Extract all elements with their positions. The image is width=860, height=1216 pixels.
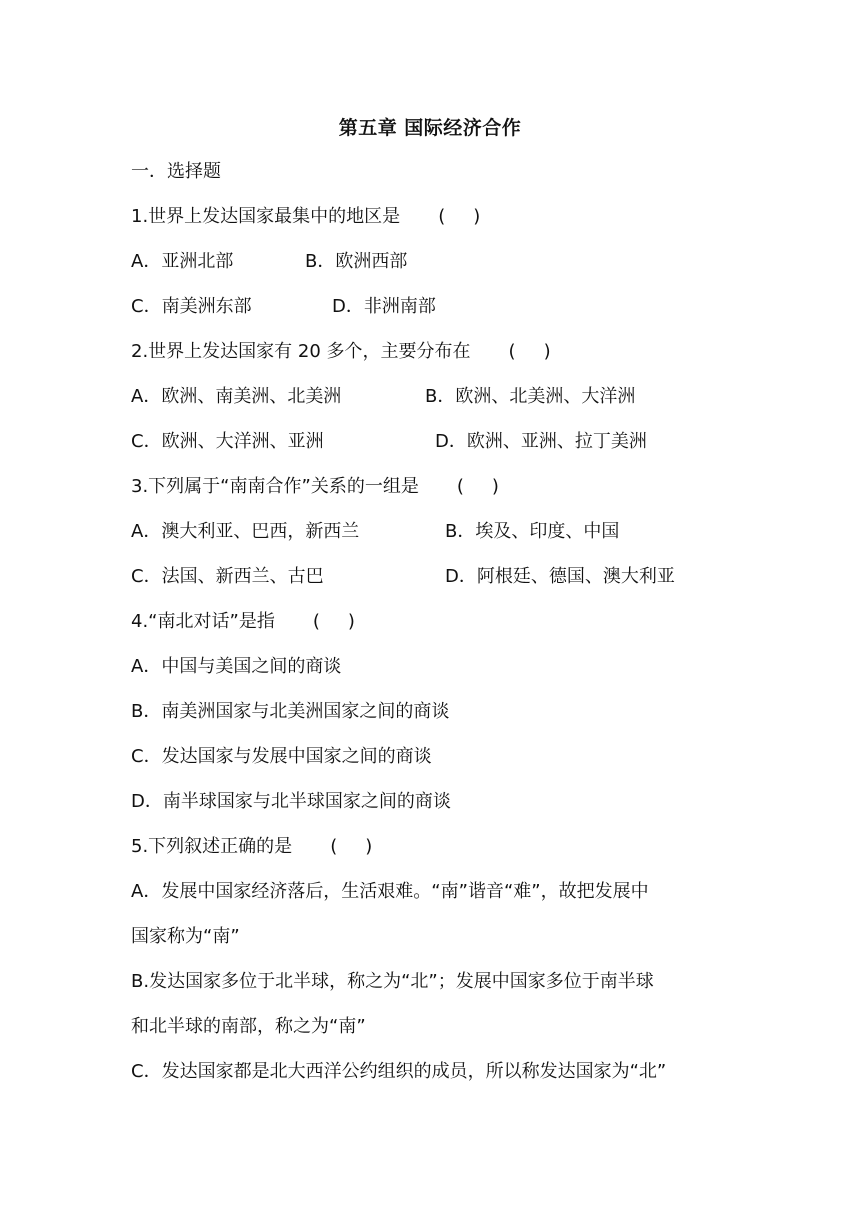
question-5-option-b-line-2: 和北半球的南部，称之为“南” bbox=[131, 1016, 366, 1037]
question-1-option-d: D．非洲南部 bbox=[332, 296, 436, 317]
question-5-option-a-line-1: A．发展中国家经济落后，生活艰难。“南”谐音“难”，故把发展中 bbox=[131, 881, 649, 902]
question-5-option-a-line-2: 国家称为“南” bbox=[131, 926, 240, 947]
question-2-option-c: C．欧洲、大洋洲、亚洲 bbox=[131, 431, 324, 452]
answer-blank: ( ) bbox=[330, 836, 373, 857]
question-2 bbox=[131, 340, 551, 364]
question-3-option-a: A．澳大利亚、巴西，新西兰 bbox=[131, 521, 360, 542]
question-1 bbox=[131, 205, 480, 229]
question-1-option-a: A．亚洲北部 bbox=[131, 251, 234, 272]
question-5-option-c: C．发达国家都是北大西洋公约组织的成员，所以称发达国家为“北” bbox=[131, 1061, 667, 1082]
question-3-stem: 3.下列属于“南南合作”关系的一组是 bbox=[131, 476, 419, 497]
question-3 bbox=[131, 475, 499, 499]
question-2-option-b: B．欧洲、北美洲、大洋洲 bbox=[425, 386, 636, 407]
question-5-option-b-line-1: B.发达国家多位于北半球，称之为“北”；发展中国家多位于南半球 bbox=[131, 971, 654, 992]
question-1-stem: 1.世界上发达国家最集中的地区是 bbox=[131, 206, 401, 227]
question-4 bbox=[131, 610, 355, 634]
answer-blank: ( ) bbox=[508, 341, 551, 362]
question-3-option-c: C．法国、新西兰、古巴 bbox=[131, 566, 324, 587]
section-heading: 一．选择题 bbox=[131, 161, 221, 182]
question-2-option-d: D．欧洲、亚洲、拉丁美洲 bbox=[435, 431, 647, 452]
question-5 bbox=[131, 835, 372, 859]
question-1-option-b: B．欧洲西部 bbox=[305, 251, 408, 272]
question-5-stem: 5.下列叙述正确的是 bbox=[131, 836, 293, 857]
page-title: 第五章 国际经济合作 bbox=[338, 117, 522, 139]
question-3-option-b: B．埃及、印度、中国 bbox=[445, 521, 620, 542]
question-4-stem: 4.“南北对话”是指 bbox=[131, 611, 275, 632]
question-1-option-c: C．南美洲东部 bbox=[131, 296, 252, 317]
question-4-option-b: B．南美洲国家与北美洲国家之间的商谈 bbox=[131, 701, 450, 722]
question-2-option-a: A．欧洲、南美洲、北美洲 bbox=[131, 386, 342, 407]
question-3-option-d: D．阿根廷、德国、澳大利亚 bbox=[445, 566, 675, 587]
answer-blank: ( ) bbox=[456, 476, 499, 497]
question-4-option-a: A．中国与美国之间的商谈 bbox=[131, 656, 342, 677]
answer-blank: ( ) bbox=[438, 206, 481, 227]
question-2-stem: 2.世界上发达国家有 20 多个，主要分布在 bbox=[131, 341, 471, 362]
question-4-option-d: D．南半球国家与北半球国家之间的商谈 bbox=[131, 791, 451, 812]
question-4-option-c: C．发达国家与发展中国家之间的商谈 bbox=[131, 746, 432, 767]
answer-blank: ( ) bbox=[312, 611, 355, 632]
